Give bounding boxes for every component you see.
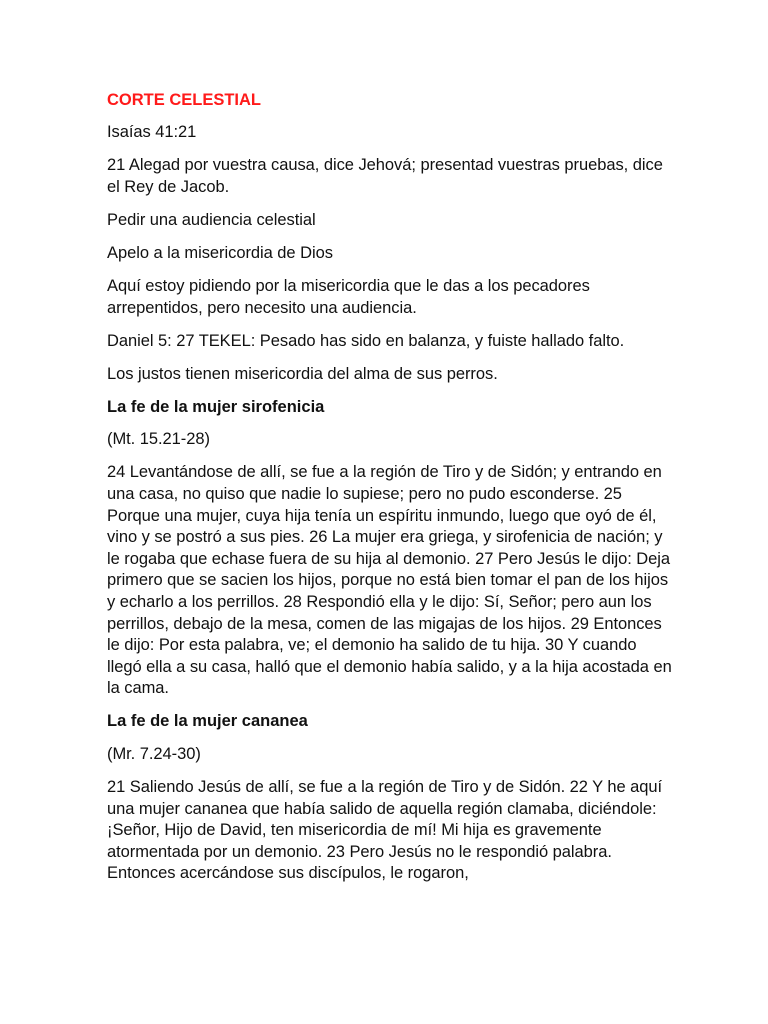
paragraph: Apelo a la misericordia de Dios <box>107 243 333 262</box>
paragraph: Pedir una audiencia celestial <box>107 210 316 229</box>
paragraph: 24 Levantándose de allí, se fue a la región de Tiro y de Sidón; y entrando en una casa, no quiso que nadie lo supiese; pero no pudo esconderse. 25 Porque una mujer, cuya hija tenía un espíritu inmundo, luego que oyó de él, vino y se postró a sus pies. 26 La mujer era griega, y sirofenicia de nación; y le rogaba que echase fuera de su hija al demonio. 27 Pero Jesús le dijo: Deja primero que se sacien los hijos, porque no está bien tomar el pan de los hijos y echarlo a los perrillos. 28 Respondió ella y le dijo: Sí, Señor; pero aun los perrillos, debajo de la mesa, comen de las migajas de los hijos. 29 Entonces le dijo: Por esta palabra, ve; el demonio ha salido de tu hija. 30 Y cuando llegó ella a su casa, halló que el demonio había salido, y a la hija acostada en la cama. <box>107 463 672 698</box>
paragraph: Daniel 5: 27 TEKEL: Pesado has sido en balanza, y fuiste hallado falto. <box>107 331 625 350</box>
paragraph: 21 Saliendo Jesús de allí, se fue a la región de Tiro y de Sidón. 22 Y he aquí una mujer cananea que había salido de aquella región clamaba, diciéndole: ¡Señor, Hijo de David, ten misericordia de mí! Mi hija es gravemente atormentada por un demonio. 23 Pero Jesús no le respondió palabra. Entonces acercándose sus discípulos, le rogaron, <box>107 778 663 883</box>
paragraph-reference: (Mt. 15.21-28) <box>107 430 210 449</box>
paragraph: Los justos tienen misericordia del alma de sus perros. <box>107 364 498 383</box>
paragraph-reference: Isaías 41:21 <box>107 123 197 141</box>
paragraph-reference: (Mr. 7.24-30) <box>107 744 201 763</box>
document-title: CORTE CELESTIAL <box>107 91 262 109</box>
paragraph: 21 Alegad por vuestra causa, dice Jehová; presentad vuestras pruebas, dice el Rey de Jacob. <box>107 156 663 196</box>
section-heading: La fe de la mujer sirofenicia <box>107 397 325 416</box>
section-heading: La fe de la mujer cananea <box>107 712 308 731</box>
paragraph: Aquí estoy pidiendo por la misericordia que le das a los pecadores arrepentidos, pero necesito una audiencia. <box>107 276 590 317</box>
